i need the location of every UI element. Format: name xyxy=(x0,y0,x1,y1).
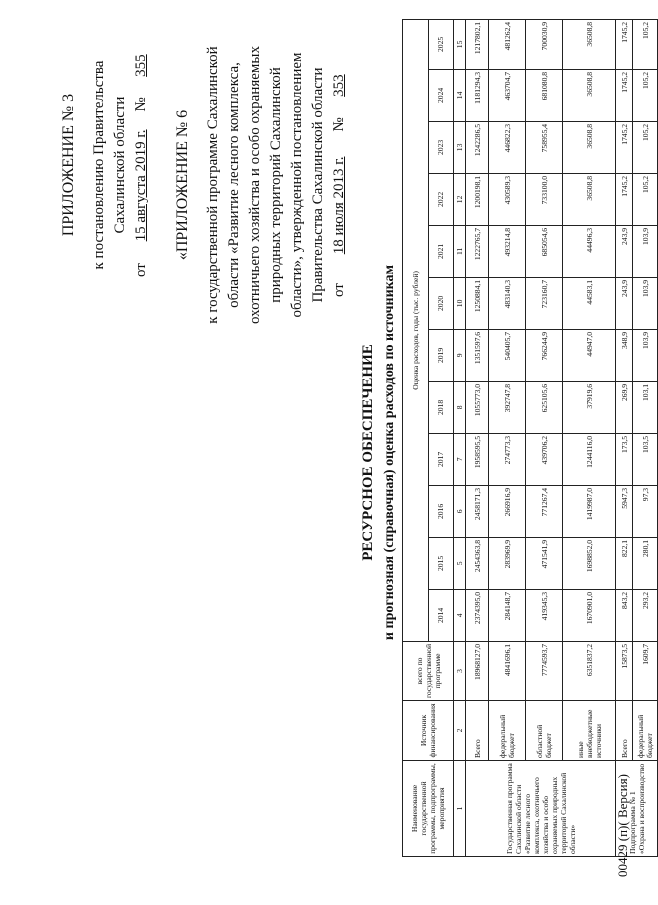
value-cell: 103,9 xyxy=(633,225,658,277)
value-cell: 18968127,0 xyxy=(466,641,489,700)
value-cell: 36508,8 xyxy=(563,173,616,225)
appendix-from: от xyxy=(133,263,149,277)
value-cell: 1745,2 xyxy=(616,173,633,225)
value-cell: 44947,0 xyxy=(563,329,616,381)
value-cell: 1055773,0 xyxy=(466,381,489,433)
year-header: 2020 xyxy=(428,277,454,329)
prev-appendix-from: от xyxy=(331,283,347,297)
prev-appendix-line: охотничьего хозяйства и особо охраняемых xyxy=(247,46,263,324)
col-header-total: всего по государственной программе xyxy=(403,641,454,700)
program-name: Государственная программа Сахалинской области «Развитие лесного комплекса, охотничьего хозяйства и особо охраняемых природных территорий Сахалинской области» xyxy=(466,761,616,857)
value-cell: 439706,2 xyxy=(526,433,563,485)
value-cell: 2454363,8 xyxy=(466,537,489,589)
value-cell: 173,5 xyxy=(616,433,633,485)
col-number: 3 xyxy=(454,641,466,700)
value-cell: 446822,3 xyxy=(489,121,526,173)
value-cell: 822,1 xyxy=(616,537,633,589)
value-cell: 266916,9 xyxy=(489,485,526,537)
table-colnum-row xyxy=(454,19,466,856)
document-title: РЕСУРСНОЕ ОБЕСПЕЧЕНИЕ xyxy=(360,344,376,561)
value-cell: 97,3 xyxy=(633,485,658,537)
value-cell: 1670901,0 xyxy=(563,589,616,641)
col-header-source: Источник финансирования xyxy=(403,701,454,761)
value-cell: 700030,9 xyxy=(526,19,563,69)
year-header: 2014 xyxy=(428,589,454,641)
value-cell: 36508,8 xyxy=(563,121,616,173)
source-cell: федеральный бюджет xyxy=(633,701,658,761)
source-cell: федеральный бюджет xyxy=(489,701,526,761)
source-cell: Всего xyxy=(616,701,633,761)
col-number: 14 xyxy=(454,69,466,121)
value-cell: 2458171,3 xyxy=(466,485,489,537)
year-header: 2021 xyxy=(428,225,454,277)
col-number: 2 xyxy=(454,701,466,761)
value-cell: 1217802,1 xyxy=(466,19,489,69)
value-cell: 243,9 xyxy=(616,225,633,277)
prev-appendix-line: области «Развитие лесного комплекса, xyxy=(226,62,242,308)
prev-appendix-date: 18 июля 2013 г. xyxy=(331,156,347,255)
resource-table xyxy=(402,19,658,857)
value-cell: 843,2 xyxy=(616,589,633,641)
year-header: 2018 xyxy=(428,381,454,433)
col-header-name: Наименование государственной программы, подпрограммы, мероприятия xyxy=(403,761,454,857)
col-number: 10 xyxy=(454,277,466,329)
subprogram-name: Подпрограмма № 1 «Охрана и воспроизводство xyxy=(616,761,658,857)
prev-appendix-line: Правительства Сахалинской области xyxy=(310,67,326,303)
appendix-no-label: № xyxy=(133,97,149,112)
value-cell: 105,2 xyxy=(633,121,658,173)
value-cell: 274773,3 xyxy=(489,433,526,485)
col-number: 5 xyxy=(454,537,466,589)
prev-appendix-line: к государственной программе Сахалинской xyxy=(205,46,221,324)
year-header: 2022 xyxy=(428,173,454,225)
appendix-block xyxy=(58,25,152,305)
table-row xyxy=(489,19,526,856)
value-cell: 348,9 xyxy=(616,329,633,381)
value-cell: 392747,8 xyxy=(489,381,526,433)
value-cell: 103,9 xyxy=(633,329,658,381)
col-number: 12 xyxy=(454,173,466,225)
value-cell: 493214,8 xyxy=(489,225,526,277)
value-cell: 283969,9 xyxy=(489,537,526,589)
value-cell: 103,1 xyxy=(633,381,658,433)
value-cell: 733100,0 xyxy=(526,173,563,225)
col-number: 7 xyxy=(454,433,466,485)
value-cell: 105,2 xyxy=(633,69,658,121)
prev-appendix-no-label: № xyxy=(331,117,347,132)
year-header: 2019 xyxy=(428,329,454,381)
value-cell: 37919,6 xyxy=(563,381,616,433)
value-cell: 44496,3 xyxy=(563,225,616,277)
value-cell: 771267,4 xyxy=(526,485,563,537)
year-header: 2024 xyxy=(428,69,454,121)
value-cell: 269,9 xyxy=(616,381,633,433)
value-cell: 1222765,7 xyxy=(466,225,489,277)
table-row xyxy=(633,19,658,856)
value-cell: 293,2 xyxy=(633,589,658,641)
value-cell: 6351837,2 xyxy=(563,641,616,700)
year-header: 2016 xyxy=(428,485,454,537)
value-cell: 463704,7 xyxy=(489,69,526,121)
prev-appendix-block xyxy=(172,25,350,345)
value-cell: 1609,7 xyxy=(633,641,658,700)
table-row xyxy=(526,19,563,856)
col-number: 1 xyxy=(454,761,466,857)
table-row xyxy=(616,19,633,856)
col-number: 11 xyxy=(454,225,466,277)
value-cell: 5947,3 xyxy=(616,485,633,537)
value-cell: 105,2 xyxy=(633,19,658,69)
value-cell: 4841696,1 xyxy=(489,641,526,700)
prev-appendix-number: 353 xyxy=(331,74,347,97)
year-header: 2023 xyxy=(428,121,454,173)
value-cell: 1250884,1 xyxy=(466,277,489,329)
value-cell: 36508,8 xyxy=(563,69,616,121)
value-cell: 1419987,0 xyxy=(563,485,616,537)
value-cell: 280,1 xyxy=(633,537,658,589)
value-cell: 540405,7 xyxy=(489,329,526,381)
source-cell: Всего xyxy=(466,701,489,761)
appendix-number: 355 xyxy=(133,54,149,77)
value-cell: 1200198,1 xyxy=(466,173,489,225)
value-cell: 685054,6 xyxy=(526,225,563,277)
appendix-title: ПРИЛОЖЕНИЕ № 3 xyxy=(60,93,77,237)
value-cell: 284148,7 xyxy=(489,589,526,641)
value-cell: 1244116,0 xyxy=(563,433,616,485)
prev-appendix-line: области», утвержденной постановлением xyxy=(289,52,305,318)
value-cell: 1745,2 xyxy=(616,121,633,173)
appendix-date-line xyxy=(131,25,152,305)
value-cell: 766244,9 xyxy=(526,329,563,381)
table-row xyxy=(466,19,489,856)
value-cell: 1698852,0 xyxy=(563,537,616,589)
value-cell: 430589,3 xyxy=(489,173,526,225)
appendix-line2: Сахалинской области xyxy=(112,96,128,234)
value-cell: 625105,6 xyxy=(526,381,563,433)
value-cell: 471541,9 xyxy=(526,537,563,589)
value-cell: 103,5 xyxy=(633,433,658,485)
year-header: 2025 xyxy=(428,19,454,69)
prev-appendix-title: «ПРИЛОЖЕНИЕ № 6 xyxy=(174,109,191,261)
value-cell: 44583,1 xyxy=(563,277,616,329)
document-subtitle: и прогнозная (справочная) оценка расходов по источникам xyxy=(382,264,397,641)
prev-appendix-line: природных территорий Сахалинской xyxy=(268,67,284,303)
value-cell: 1745,2 xyxy=(616,19,633,69)
col-number: 8 xyxy=(454,381,466,433)
value-cell: 681080,8 xyxy=(526,69,563,121)
value-cell: 1958595,5 xyxy=(466,433,489,485)
value-cell: 1181294,3 xyxy=(466,69,489,121)
year-header: 2015 xyxy=(428,537,454,589)
value-cell: 723160,7 xyxy=(526,277,563,329)
value-cell: 1242286,5 xyxy=(466,121,489,173)
value-cell: 1745,2 xyxy=(616,69,633,121)
value-cell: 419345,3 xyxy=(526,589,563,641)
document-id: 00429 (п)( Версия) xyxy=(615,774,630,877)
col-number: 4 xyxy=(454,589,466,641)
value-cell: 36508,8 xyxy=(563,19,616,69)
prev-appendix-date-line xyxy=(329,25,350,345)
value-cell: 483140,3 xyxy=(489,277,526,329)
appendix-line1: к постановлению Правительства xyxy=(91,60,107,270)
value-cell: 103,9 xyxy=(633,277,658,329)
value-cell: 15873,5 xyxy=(616,641,633,700)
table-row xyxy=(563,19,616,856)
col-number: 13 xyxy=(454,121,466,173)
table-header-row xyxy=(403,19,429,856)
value-cell: 1351597,6 xyxy=(466,329,489,381)
value-cell: 243,9 xyxy=(616,277,633,329)
source-cell: областной бюджет xyxy=(526,701,563,761)
value-cell: 105,2 xyxy=(633,173,658,225)
year-header: 2017 xyxy=(428,433,454,485)
col-header-estimate: Оценка расходов, годы (тыс. рублей) xyxy=(403,19,429,641)
value-cell: 758955,4 xyxy=(526,121,563,173)
col-number: 6 xyxy=(454,485,466,537)
value-cell: 7774593,7 xyxy=(526,641,563,700)
source-cell: иные внебюджетные источники xyxy=(563,701,616,761)
appendix-date: 15 августа 2019 г. xyxy=(133,129,149,242)
col-number: 15 xyxy=(454,19,466,69)
col-number: 9 xyxy=(454,329,466,381)
value-cell: 2374395,0 xyxy=(466,589,489,641)
value-cell: 481262,4 xyxy=(489,19,526,69)
